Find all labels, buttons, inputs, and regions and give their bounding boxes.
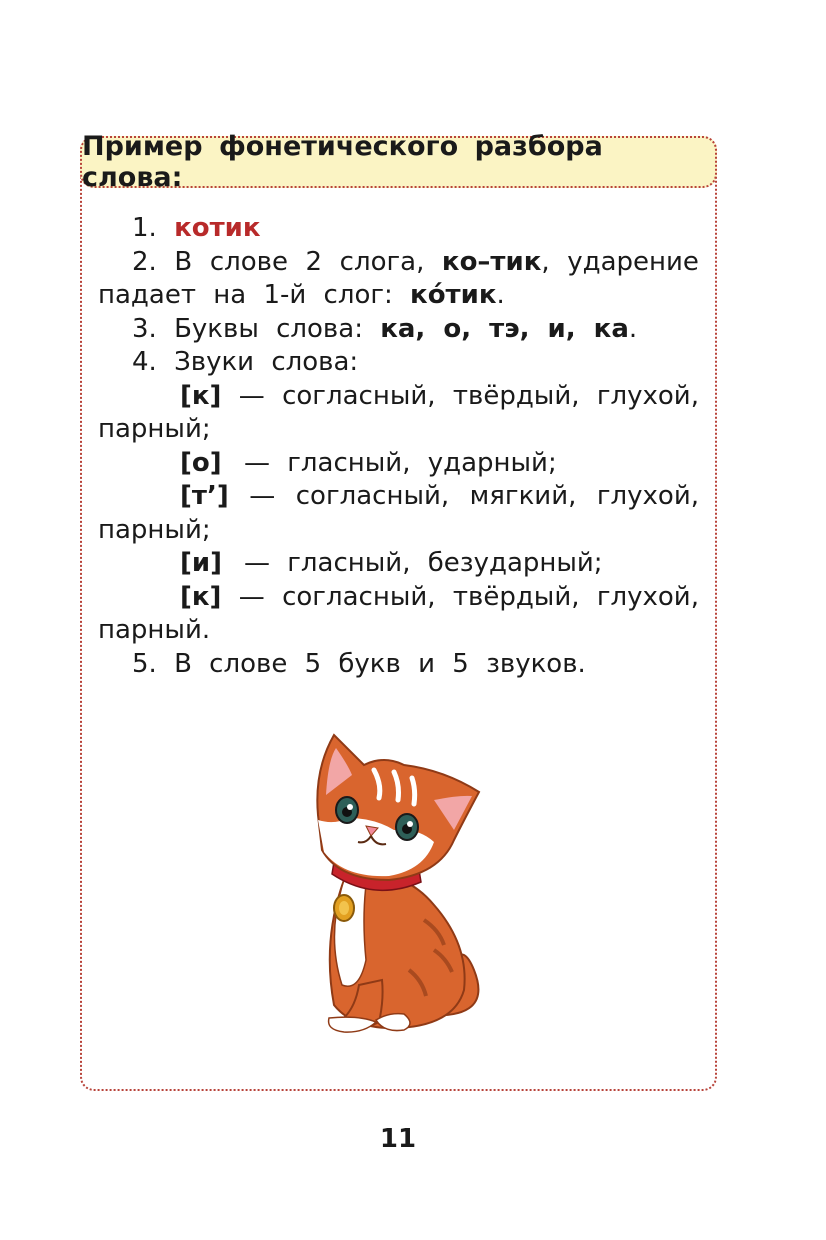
item-text: В [174, 246, 193, 277]
item-text: , [541, 246, 550, 277]
sound-symbol: [к] [180, 581, 222, 612]
sound-desc: мягкий, [469, 481, 577, 511]
list-item-5 [98, 648, 699, 682]
item-text: 2 [305, 246, 323, 277]
stressed-word: ко́тик [410, 280, 497, 310]
item-text: . [496, 280, 505, 310]
cat-illustration [304, 730, 494, 1035]
item-text: 3. Буквы слова: [132, 313, 363, 344]
sound-desc: глухой, [596, 581, 699, 612]
letters: ка, о, тэ, и, ка [380, 313, 629, 344]
sound-desc: — [238, 581, 265, 612]
item-text: слове [209, 246, 288, 277]
sound-desc: парный. [98, 615, 211, 645]
sound-row-cont [98, 413, 699, 447]
item-text: . [628, 313, 638, 344]
sound-desc: — гласный, безударный; [244, 548, 603, 578]
sound-desc: — [249, 481, 276, 511]
sound-symbol: [о] [180, 447, 222, 478]
sound-symbol: [т’] [180, 481, 229, 511]
sound-row-cont [98, 614, 699, 648]
sound-desc: согласный, [282, 581, 436, 612]
page-number: 11 [379, 1124, 417, 1154]
sound-desc: согласный, [282, 380, 436, 411]
sound-desc: глухой, [596, 380, 699, 411]
sound-row [98, 380, 699, 414]
info-box-title: Пример фонетического разбора слова: [82, 131, 603, 193]
sound-desc: твёрдый, [452, 380, 580, 411]
list-item-2 [98, 246, 699, 280]
sound-symbol: [и] [180, 548, 222, 578]
item-text: ударение [567, 246, 699, 277]
sound-symbol: [к] [180, 380, 222, 411]
sound-row [98, 480, 699, 514]
sound-desc: парный; [98, 414, 211, 444]
item-text: 5. В слове 5 букв и 5 звуков. [132, 648, 586, 679]
list-item-1 [98, 212, 699, 246]
item-text: 2. [132, 246, 157, 277]
info-box-header [80, 131, 717, 193]
sound-desc: парный; [98, 514, 211, 545]
sound-row [98, 547, 699, 581]
sound-desc: согласный, [295, 481, 450, 511]
sound-desc: глухой, [596, 481, 699, 511]
sound-row [98, 447, 699, 481]
analysis-list [98, 212, 699, 681]
example-word: котик [174, 213, 261, 243]
item-text: падает на 1-й слог: [98, 280, 393, 310]
item-text: 4. Звуки слова: [132, 347, 359, 377]
sound-desc: — [238, 380, 265, 411]
sound-row-cont [98, 514, 699, 548]
syllable-split [442, 246, 550, 280]
item-number: 1. [132, 213, 157, 243]
sound-desc: твёрдый, [452, 581, 580, 612]
sound-desc: — гласный, ударный; [244, 447, 557, 478]
list-item-4 [98, 346, 699, 380]
list-item-2-cont [98, 279, 699, 313]
item-text: слога, [339, 246, 425, 277]
list-item-3 [98, 313, 699, 347]
sound-row [98, 581, 699, 615]
syllables: ко–тик [441, 246, 542, 277]
